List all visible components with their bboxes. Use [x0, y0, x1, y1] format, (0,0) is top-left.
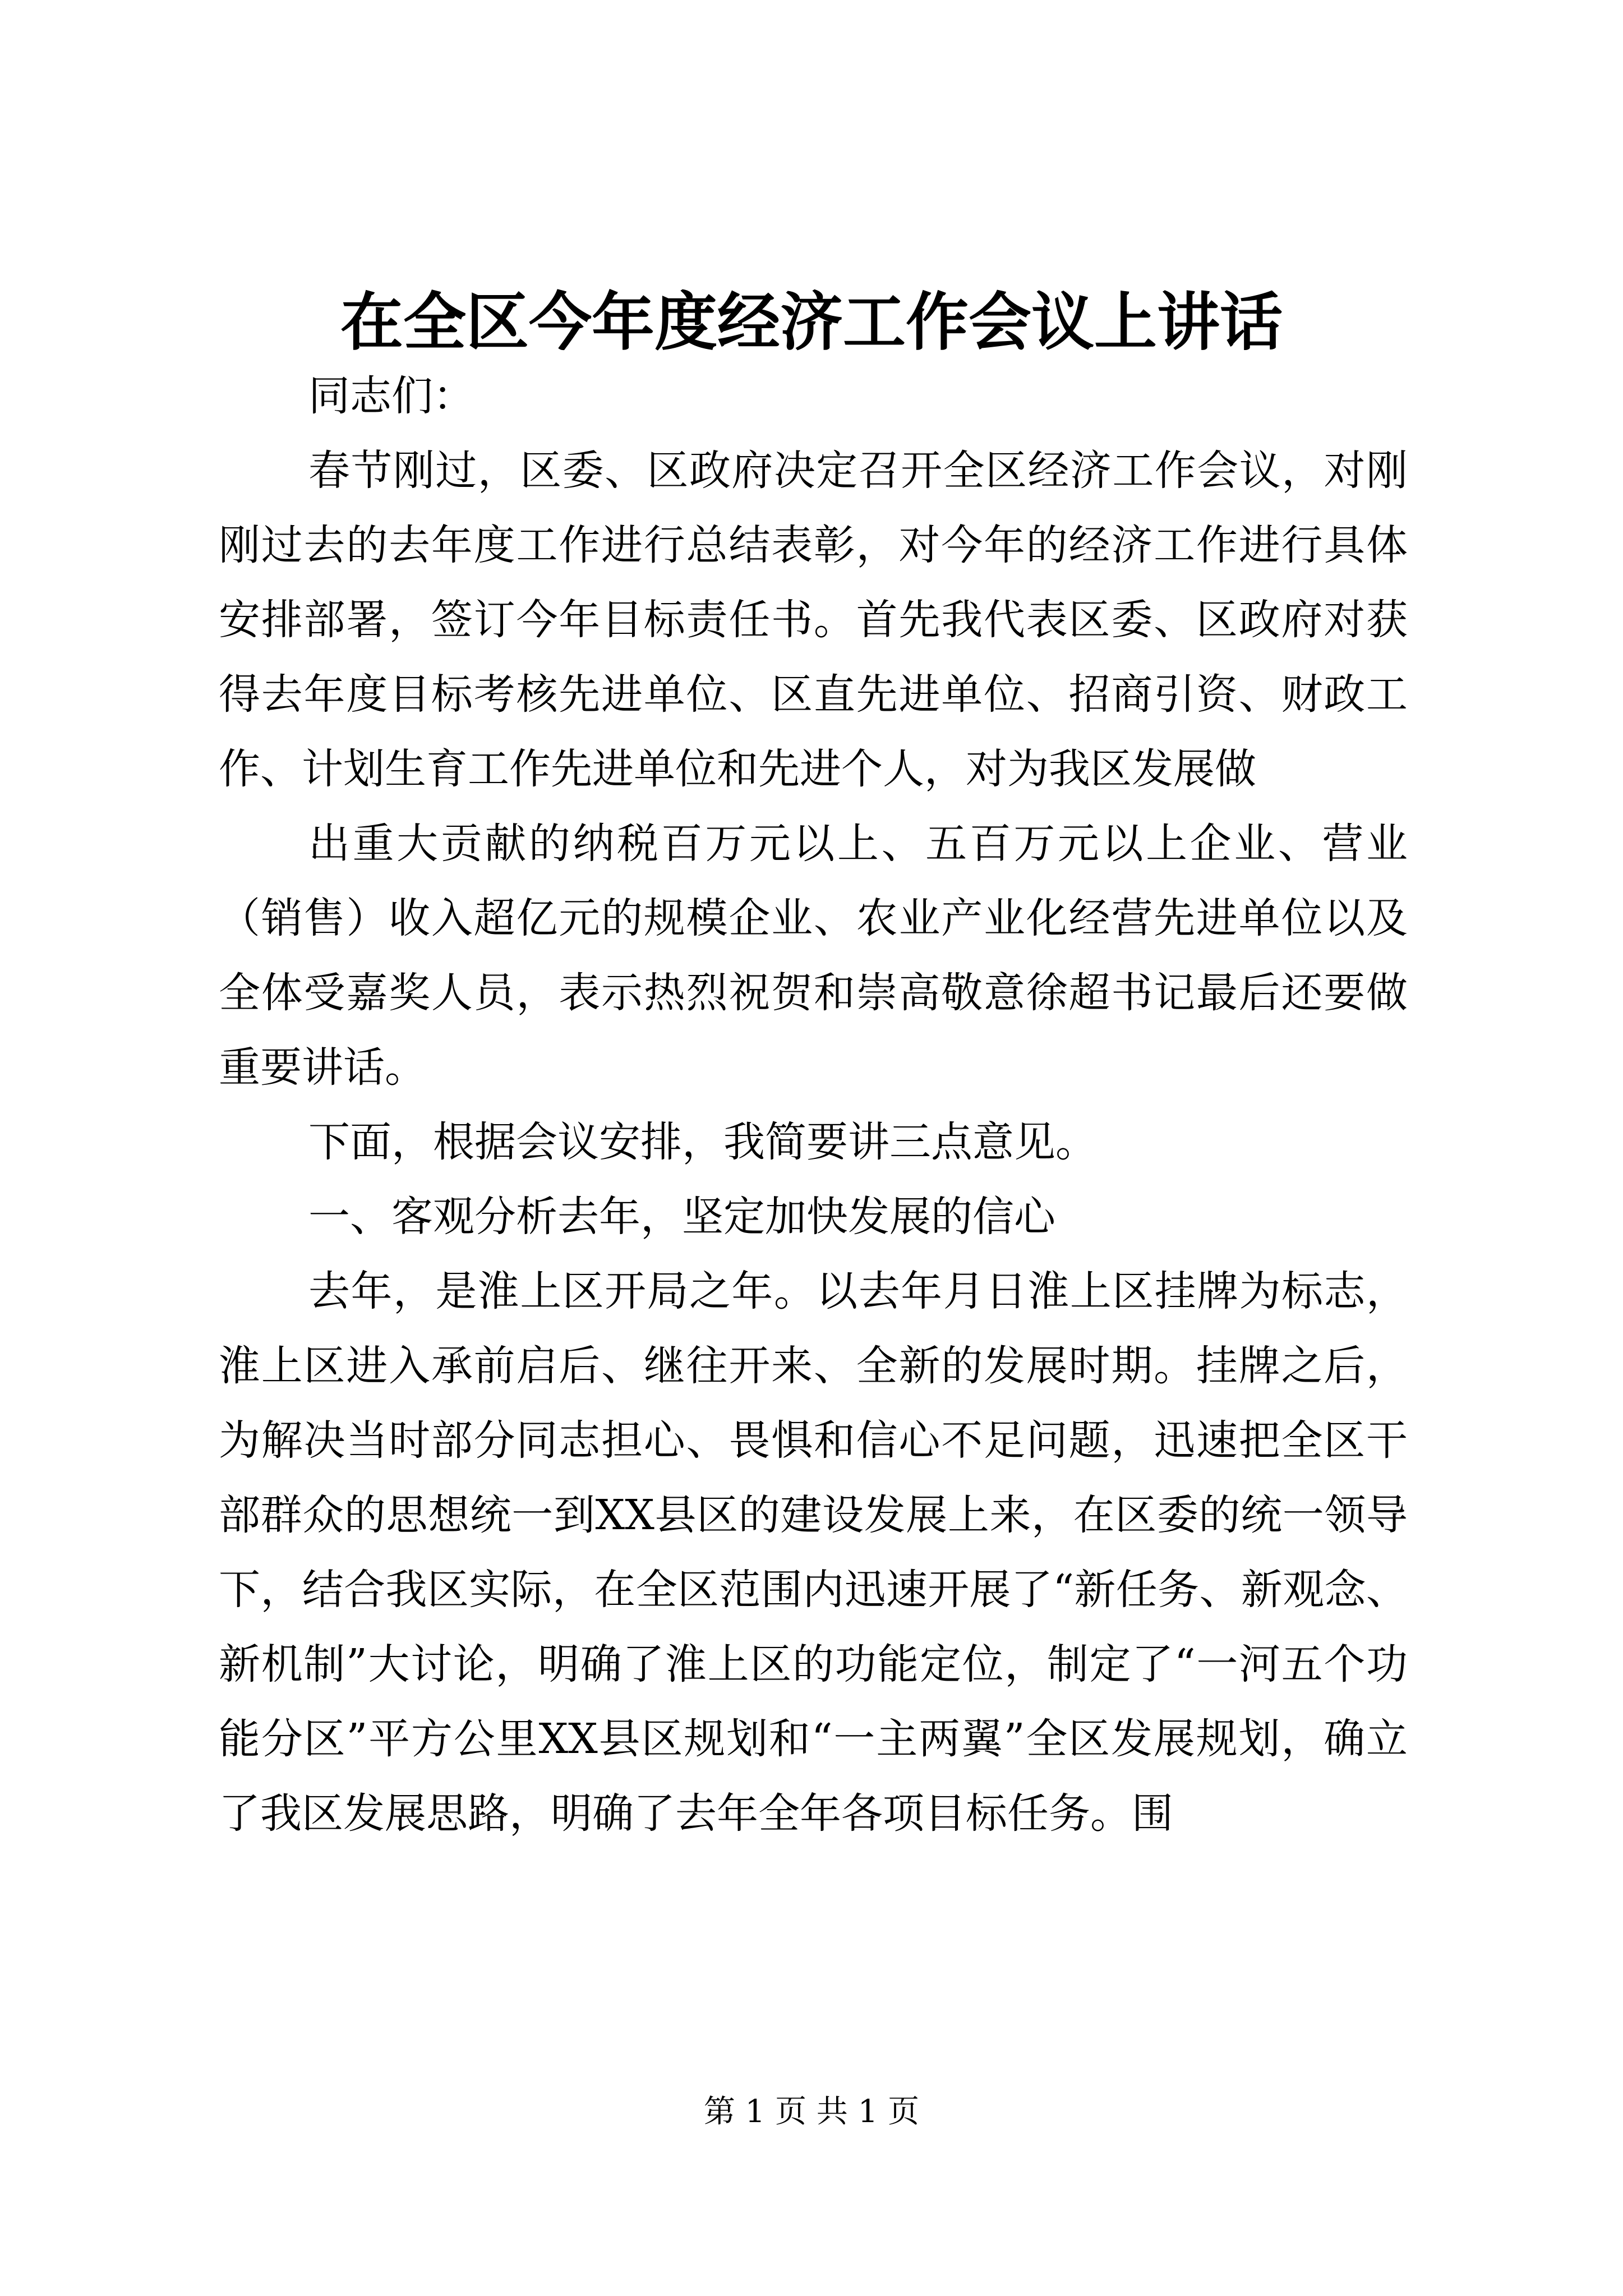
- document-body: [219, 359, 1408, 1851]
- paragraph-opening: 春节刚过，区委、区政府决定召开全区经济工作会议，对刚刚过去的去年度工作进行总结表彰，对今年的经济工作进行具体安排部署，签订今年目标责任书。首先我代表区委、区政府对获得去年度目标考核先进单位、区直先进单位、招商引资、财政工作、计划生育工作先进单位和先进个人，对为我区发展做: [219, 447, 1408, 793]
- paragraph-agenda: 下面，根据会议安排，我简要讲三点意见。: [308, 1118, 1097, 1166]
- document-title: 在全区今年度经济工作会议上讲话: [340, 286, 1283, 359]
- paragraph-review: 去年，是淮上区开局之年。以去年月日淮上区挂牌为标志，淮上区进入承前启后、继往开来、全新的发展时期。挂牌之后，为解决当时部分同志担心、畏惧和信心不足问题，迅速把全区干部群众的思想统一到XX县区的建设发展上来，在区委的统一领导下，结合我区实际，在全区范围内迅速开展了“新任务、新观念、新机制”大讨论，明确了淮上区的功能定位，制定了“一河五个功能分区”平方公里XX县区规划和“一主两翼”全区发展规划，确立了我区发展思路，明确了去年全年各项目标任务。围: [219, 1267, 1408, 1838]
- section-heading-one: 一、客观分析去年，坚定加快发展的信心: [308, 1193, 1055, 1241]
- paragraph-congratulations: 出重大贡献的纳税百万元以上、五百万元以上企业、营业（销售）收入超亿元的规模企业、农业产业化经营先进单位以及全体受嘉奖人员，表示热烈祝贺和崇高敬意徐超书记最后还要做重要讲话。: [219, 820, 1408, 1092]
- page-number-footer: 第 1 页 共 1 页: [703, 2093, 920, 2130]
- paragraph-salutation: 同志们：: [308, 372, 474, 420]
